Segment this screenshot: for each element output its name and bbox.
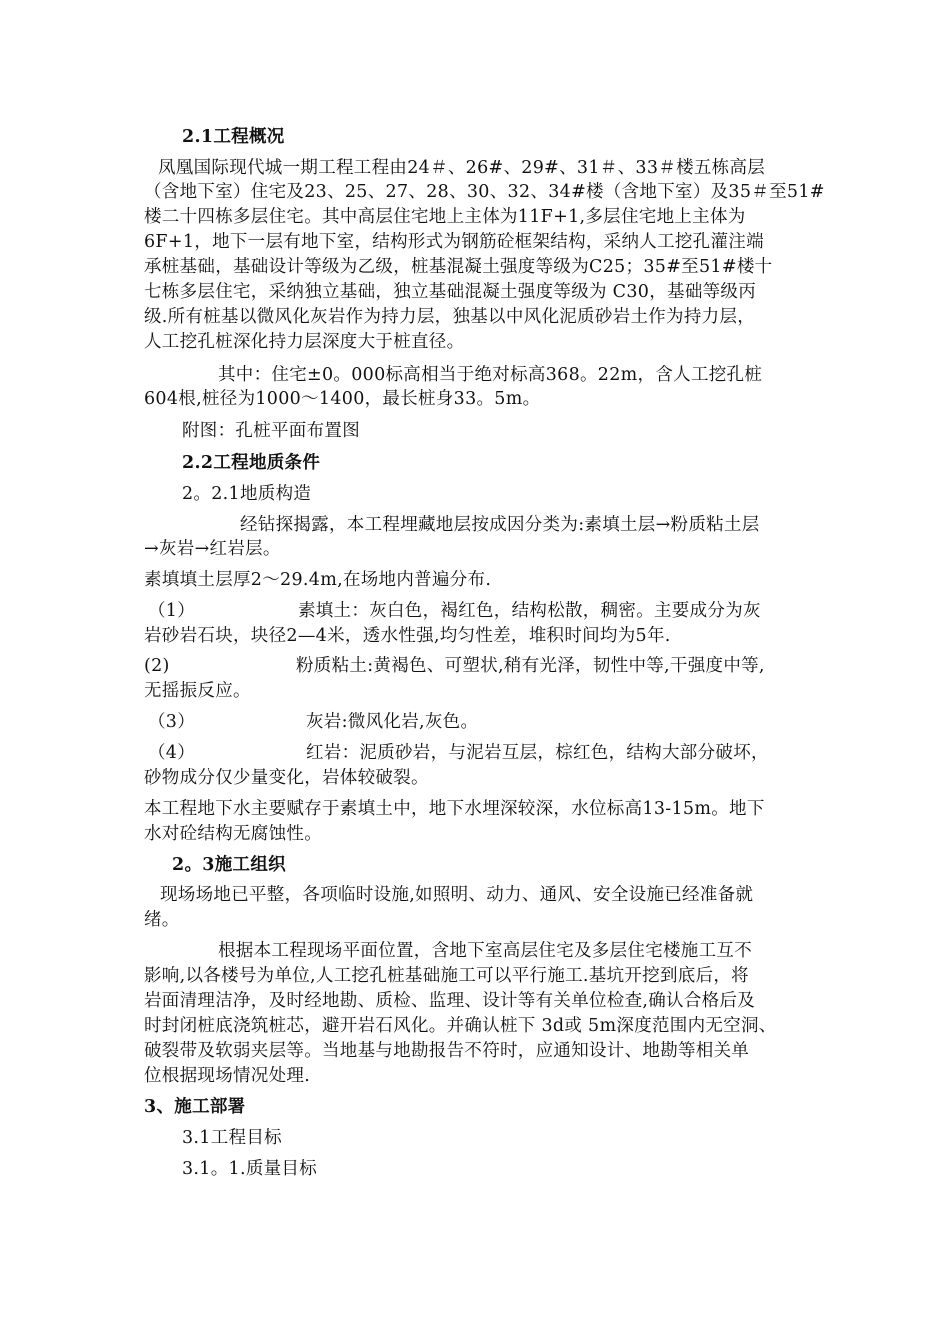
list-marker-1: （1） <box>148 601 196 621</box>
paragraph-line: （含地下室）住宅及23、25、27、28、30、32、34#楼（含地下室）及35＃至51# <box>144 182 825 202</box>
list-item-text: 红岩：泥质砂岩，与泥岩互层，棕红色，结构大部分破坏， <box>306 743 769 763</box>
list-item-text: 岩砂岩石块，块径2—4米，透水性强,均匀性差，堆积时间均为5年. <box>144 626 671 646</box>
heading-3-1-1: 3.1。1.质量目标 <box>182 1159 318 1179</box>
paragraph-line: 级.所有桩基以微风化灰岩作为持力层，独基以中风化泥质砂岩土作为持力层， <box>144 307 756 327</box>
list-marker-3: （3） <box>148 712 196 732</box>
paragraph-line: 6F+1，地下一层有地下室，结构形式为钢筋砼框架结构，采纳人工挖孔灌注端 <box>144 232 764 252</box>
heading-2-2: 2.2工程地质条件 <box>182 453 321 473</box>
figure-note: 附图：孔桩平面布置图 <box>182 421 360 441</box>
paragraph-line: 其中：住宅±0。000标高相当于绝对标高368。22m，含人工挖孔桩 <box>218 365 763 385</box>
paragraph-line: 经钻探揭露，本工程埋藏地层按成因分类为:素填土层→粉质粘土层 <box>240 515 760 535</box>
paragraph-line: 604根,桩径为1000～1400，最长桩身33。5m。 <box>144 389 541 409</box>
list-marker-4: （4） <box>148 743 196 763</box>
heading-3: 3、施工部署 <box>144 1097 246 1117</box>
paragraph-line: 楼二十四栋多层住宅。其中高层住宅地上主体为11F+1,多层住宅地上主体为 <box>144 207 746 227</box>
list-item-text: 灰岩:微风化岩,灰色。 <box>306 712 479 732</box>
paragraph-line: 位根据现场情况处理. <box>144 1066 311 1086</box>
paragraph-line: 根据本工程现场平面位置，含地下室高层住宅及多层住宅楼施工互不 <box>218 941 752 961</box>
list-item-text: 粉质粘土:黄褐色、可塑状,稍有光泽，韧性中等,干强度中等, <box>296 656 765 676</box>
heading-2-3: 2。3施工组织 <box>172 855 286 875</box>
list-marker-2: (2) <box>144 656 170 676</box>
heading-3-1: 3.1工程目标 <box>182 1128 282 1148</box>
list-item-text: 无摇振反应。 <box>144 681 251 701</box>
heading-2-1: 2.1工程概况 <box>182 127 285 147</box>
paragraph-line: 现场场地已平整，各项临时设施,如照明、动力、通风、安全设施已经准备就 <box>160 885 754 905</box>
paragraph-line: 破裂带及软弱夹层等。当地基与地勘报告不符时，应通知设计、地勘等相关单 <box>144 1041 750 1061</box>
paragraph-line: 影响,以各楼号为单位,人工挖孔桩基础施工可以平行施工.基坑开挖到底后，将 <box>144 966 749 986</box>
paragraph-line: 绪。 <box>144 910 180 930</box>
list-item-text: 砂物成分仅少量变化，岩体较破裂。 <box>144 768 429 788</box>
list-item-text: 素填土：灰白色，褐红色，结构松散，稠密。主要成分为灰 <box>298 601 761 621</box>
paragraph-line: 水对砼结构无腐蚀性。 <box>144 824 322 844</box>
paragraph-line: 本工程地下水主要赋存于素填土中，地下水埋深较深，水位标高13-15m。地下 <box>144 799 765 819</box>
heading-2-2-1: 2。2.1地质构造 <box>182 484 312 504</box>
paragraph-line: 人工挖孔桩深化持力层深度大于桩直径。 <box>144 332 465 352</box>
paragraph-line: 素填填土层厚2～29.4m,在场地内普遍分布. <box>144 570 492 590</box>
paragraph-line: 时封闭桩底浇筑桩芯，避开岩石风化。并确认桩下 3d或 5m深度范围内无空洞、 <box>144 1016 777 1036</box>
paragraph-line: →灰岩→红岩层。 <box>144 539 281 559</box>
paragraph-line: 凤凰国际现代城一期工程工程由24＃、26#、29#、31＃、33＃楼五栋高层 <box>158 158 766 178</box>
paragraph-line: 承桩基础，基础设计等级为乙级，桩基混凝土强度等级为C25；35#至51#楼十 <box>144 257 773 277</box>
paragraph-line: 七栋多层住宅，采纳独立基础，独立基础混凝土强度等级为 C30，基础等级丙 <box>144 282 757 302</box>
paragraph-line: 岩面清理洁净，及时经地勘、质检、监理、设计等有关单位检查,确认合格后及 <box>144 991 756 1011</box>
